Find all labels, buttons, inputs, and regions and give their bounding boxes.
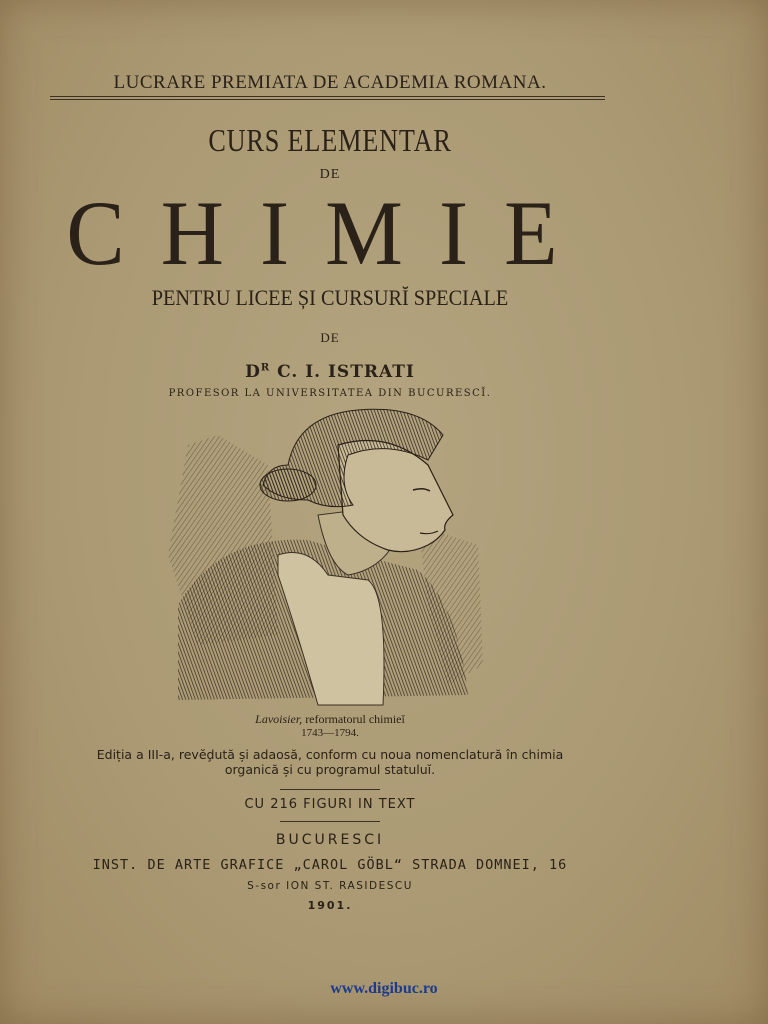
- successor-line: S-sor ION ST. RASIDESCU: [247, 880, 413, 892]
- short-rule-2: [280, 821, 380, 822]
- caption-name: Lavoisier,: [255, 712, 303, 726]
- edition-line-2: organică și cu programul statuluĭ.: [224, 762, 436, 777]
- subtitle: PENTRU LICEE ȘI CURSURĬ SPECIALE: [151, 285, 509, 310]
- watermark-link[interactable]: www.digibuc.ro: [330, 980, 438, 997]
- lavoisier-portrait: [158, 405, 488, 710]
- author-prefix-sup: R: [260, 362, 271, 374]
- double-rule-top: [50, 96, 605, 97]
- edition-line-1: Ediția a III-a, revĕḑută și adaosă, conform cu noua nomenclatură în chimia: [96, 747, 564, 762]
- award-line: LUCRARE PREMIATA DE ACADEMIA ROMANA.: [113, 72, 547, 93]
- author-fullname: C. I. ISTRATI: [270, 362, 415, 382]
- publication-year: 1901.: [307, 899, 353, 912]
- printer-line: INST. DE ARTE GRAFICE „CAROL GÖBL“ STRADA DOMNEI, 16: [92, 857, 568, 873]
- caption-rest: reformatorul chimieĭ: [302, 712, 405, 726]
- city: BUCURESCI: [275, 832, 385, 848]
- course-line: CURS ELEMENTAR: [208, 122, 452, 158]
- de-connector-2: DE: [320, 330, 340, 345]
- author-name: [0, 362, 660, 382]
- portrait-caption: [0, 712, 660, 727]
- author-title: PROFESOR LA UNIVERSITATEA DIN BUCURESCĬ.: [168, 388, 492, 399]
- double-rule-bottom: [50, 99, 605, 100]
- main-title: CHIMIE: [66, 182, 594, 284]
- short-rule-1: [280, 789, 380, 790]
- figures-note: CU 216 FIGURI IN TEXT: [244, 797, 416, 812]
- portrait-years: 1743—1794.: [301, 727, 359, 739]
- edition-note: [40, 747, 620, 777]
- de-connector-1: DE: [319, 167, 341, 182]
- author-prefix: D: [245, 362, 261, 382]
